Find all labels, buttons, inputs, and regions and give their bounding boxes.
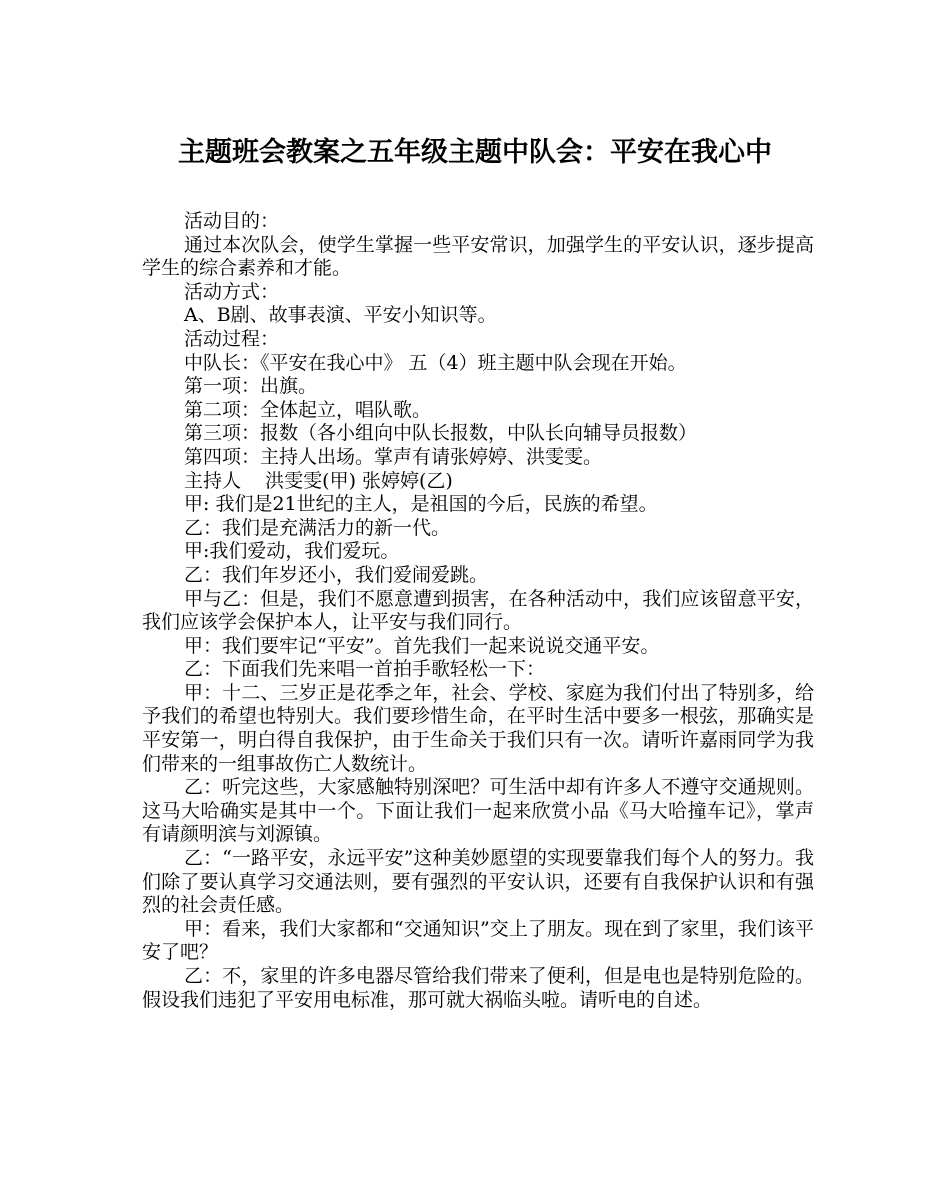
paragraph-purpose-text: 通过本次队会，使学生掌握一些平安常识，加强学生的平安认识，逐步提高学生的综合素养和才能。: [142, 233, 814, 280]
paragraph-process-heading: 活动过程：: [184, 327, 280, 350]
paragraph: 甲: 我们是21世纪的主人，是祖国的今后，民族的希望。: [184, 493, 658, 516]
paragraph: 甲:我们爱动，我们爱玩。: [184, 540, 400, 563]
paragraph: 乙：“一路平安，永远平安”这种美妙愿望的实现要靠我们每个人的努力。我们除了要认真学习交通法则，要有强烈的平安认识，还要有自我保护认识和有强烈的社会责任感。: [142, 847, 814, 917]
paragraph-method-heading: 活动方式：: [184, 280, 280, 303]
paragraph: 第一项：出旗。: [184, 375, 318, 398]
document-body: [142, 210, 814, 1012]
document-title: 主题班会教案之五年级主题中队会：平安在我心中: [178, 137, 772, 168]
paragraph-purpose-heading: 活动目的：: [184, 210, 280, 232]
paragraph: 乙：不，家里的许多电器尽管给我们带来了便利，但是电也是特别危险的。假设我们违犯了平安用电标准，那可就大祸临头啦。请听电的自述。: [142, 965, 814, 1011]
paragraph: 甲：我们要牢记“平安”。首先我们一起来说说交通平安。: [184, 634, 660, 657]
paragraph: 第三项：报数（各小组向中队长报数，中队长向辅导员报数）: [184, 422, 698, 445]
paragraph: 主持人 洪雯雯(甲) 张婷婷(乙): [184, 469, 453, 492]
paragraph: 乙：我们是充满活力的新一代。: [184, 516, 451, 539]
paragraph: 乙：听完这些，大家感触特别深吧？可生活中却有许多人不遵守交通规则。这马大哈确实是其中一个。下面让我们一起来欣赏小品《马大哈撞车记》，掌声有请颜明滨与刘源镇。: [142, 776, 814, 846]
paragraph: 第二项：全体起立，唱队歌。: [184, 398, 432, 421]
paragraph: 中队长：《平安在我心中》 五（4）班主题中队会现在开始。: [184, 351, 687, 374]
paragraph: 第四项：主持人出场。掌声有请张婷婷、洪雯雯。: [184, 445, 603, 468]
paragraph: 乙：下面我们先来唱一首拍手歌轻松一下：: [184, 658, 546, 681]
paragraph: 甲：看来，我们大家都和“交通知识”交上了朋友。现在到了家里，我们该平安了吧？: [142, 917, 814, 964]
paragraph: 甲与乙：但是，我们不愿意遭到损害，在各种活动中，我们应该留意平安，我们应该学会保护本人，让平安与我们同行。: [142, 587, 814, 634]
paragraph: 乙：我们年岁还小，我们爱闹爱跳。: [184, 563, 489, 586]
paragraph: 甲：十二、三岁正是花季之年，社会、学校、家庭为我们付出了特别多，给予我们的希望也特别大。我们要珍惜生命，在平时生活中要多一根弦，那确实是平安第一，明白得自我保护，由于生命关于我们只有一次。请听许嘉雨同学为我们带来的一组事故伤亡人数统计。: [142, 681, 814, 775]
paragraph-method-text: A、B剧、故事表演、平安小知识等。: [184, 304, 497, 327]
